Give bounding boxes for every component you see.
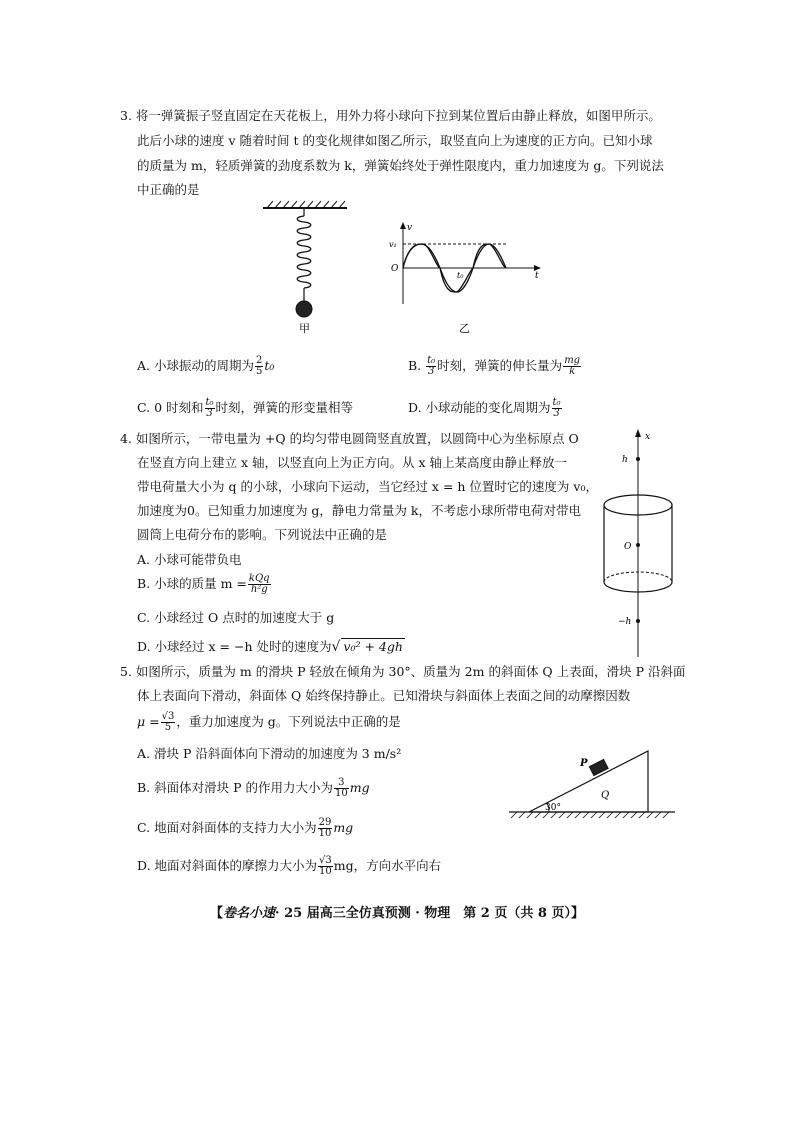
q3-option-c (137, 398, 353, 419)
page-footer (210, 902, 584, 921)
q3-option-a-num: 2 (255, 355, 263, 366)
q3-stem-line-4: 中正确的是 (137, 182, 200, 197)
axis-v-label: v (407, 223, 413, 233)
q3-option-a-text: A. 小球振动的周期为 (137, 358, 254, 373)
q4-option-b-num: kQq (248, 573, 270, 584)
q3-figure-yi (385, 220, 550, 340)
footer-close-bracket: 】 (570, 906, 584, 921)
q3-stem-line-3: 的质量为 m，轻质弹簧的劲度系数为 k，弹簧始终处于弹性限度内，重力加速度为 g。下列说法 (137, 158, 664, 173)
q5-mu-den: 5 (164, 722, 172, 733)
q4-stem-line-4: 加速度为0。已知重力加速度为 g，静电力常量为 k，不考虑小球所带电荷对带电 (137, 503, 581, 518)
q5-option-d-num: √3 (319, 855, 332, 866)
q5-option-c-post: mg (333, 820, 354, 835)
q4-stem-line-5: 圆筒上电荷分布的影响。下列说法中正确的是 (137, 527, 388, 542)
q3-option-b (408, 356, 582, 377)
v1-label: v₁ (389, 240, 397, 249)
q3-option-b-text: B. (408, 358, 426, 373)
spring (297, 216, 311, 288)
neg-h-label: −h (618, 617, 632, 627)
q5-figure-incline (505, 748, 680, 823)
h-label: h (622, 455, 628, 465)
q3-option-c-den: 3 (206, 408, 213, 419)
q3-stem-line-2: 此后小球的速度 v 随着时间 t 的变化规律如图乙所示，取竖直向上为速度的正方向。已知小球 (137, 133, 653, 148)
axis-t-label: t (535, 271, 539, 281)
q4-figure-cylinder (590, 425, 690, 660)
origin-label: O (391, 264, 399, 274)
footer-text: · 25 届高三全仿真预测 · 物理 第 2 页（共 8 页） (275, 906, 571, 921)
q3-option-b-mid: 时刻，弹簧的伸长量为 (437, 358, 563, 373)
q3-option-b-den: 3 (427, 366, 435, 377)
footer-open-bracket: 【 (210, 906, 224, 921)
q5-option-d-text: D. 地面对斜面体的摩擦力大小为 (137, 858, 318, 873)
q5-option-d-den: 10 (319, 866, 332, 877)
q3-fig-yi-label: 乙 (459, 322, 470, 335)
q3-option-d-text: D. 小球动能的变化周期为 (408, 400, 551, 415)
q4-option-d: D. 小球经过 x = −h 处时的速度为√ v₀² + 4gh (137, 639, 403, 655)
incline-Q-label: Q (601, 790, 610, 801)
q4-stem-line-3: 带电荷量大小为 q 的小球，小球向下运动，当它经过 x = h 位置时它的速度为 v₀， (137, 479, 598, 494)
q3-option-a-post: t₀ (264, 358, 275, 373)
q3-option-a-den: 5 (255, 366, 263, 377)
q5-option-d (137, 856, 441, 877)
q5-option-c (137, 818, 353, 839)
q3-option-b-num: t₀ (427, 355, 436, 366)
q5-option-a: A. 滑块 P 沿斜面体向下滑动的加速度为 3 m/s² (137, 746, 402, 761)
q4-option-b (137, 574, 272, 595)
q5-stem-line-3-post: ，重力加速度为 g。下列说法中正确的是 (176, 714, 401, 729)
block-P-label: P (580, 758, 588, 769)
origin-label: O (624, 542, 632, 552)
q5-option-b-num: 3 (334, 778, 349, 789)
q5-option-c-text: C. 地面对斜面体的支持力大小为 (137, 820, 317, 835)
footer-brand-logo: 卷名小速 (223, 906, 276, 921)
ball (296, 301, 312, 317)
x-axis-label: x (645, 432, 651, 442)
q5-option-b-text: B. 斜面体对滑块 P 的作用力大小为 (137, 780, 333, 795)
q4-option-d-text: D. 小球经过 x = −h 处时的速度为 (137, 639, 332, 654)
q5-stem-line-3 (137, 712, 401, 733)
q4-option-d-sqrt: v₀² + 4gh (343, 639, 403, 654)
q3-stem-line-1: 3. 将一弹簧振子竖直固定在天花板上，用外力将小球向下拉到某位置后由静止释放，如图甲所示。 (120, 108, 661, 123)
q3-option-c-num: t₀ (205, 397, 214, 408)
q5-stem-line-1: 5. 如图所示，质量为 m 的滑块 P 轻放在倾角为 30°、质量为 2m 的斜面体 Q 上表面，滑块 P 沿斜面 (120, 664, 686, 679)
t0-label: t₀ (457, 271, 464, 280)
q5-option-d-post: mg，方向水平向右 (333, 858, 442, 873)
q4-option-b-den: h²g (250, 584, 268, 595)
q5-option-b-den: 10 (335, 788, 348, 799)
q3-option-a (137, 356, 274, 377)
q3-option-c-text: C. 0 时刻和 (137, 400, 204, 415)
q3-fig-jia-label: 甲 (299, 322, 310, 335)
q3-figure-jia (255, 198, 355, 338)
q3-option-d-den: 3 (553, 408, 560, 419)
q3-option-c-post: 时刻，弹簧的形变量相等 (215, 400, 354, 415)
q5-option-b (137, 778, 370, 799)
q3-option-d (408, 398, 563, 419)
q5-stem-line-2: 体上表面向下滑动，斜面体 Q 始终保持静止。已知滑块与斜面体上表面之间的动摩擦因数 (137, 688, 631, 703)
q5-mu-label: μ = (137, 714, 160, 729)
q5-option-c-den: 10 (318, 828, 332, 839)
q4-option-a: A. 小球可能带负电 (137, 552, 242, 567)
q4-option-b-text: B. 小球的质量 m = (137, 576, 247, 591)
q5-mu-num: √3 (161, 711, 175, 722)
q3-option-b-den2: k (569, 366, 576, 377)
angle-label: 30° (545, 803, 561, 813)
q4-stem-line-2: 在竖直方向上建立 x 轴，以竖直向上为正方向。从 x 轴上某高度由静止释放一 (137, 455, 567, 470)
q4-option-c: C. 小球经过 O 点时的加速度大于 g (137, 610, 335, 625)
q4-stem-line-1: 4. 如图所示，一带电量为 +Q 的均匀带电圆筒竖直放置，以圆筒中心为坐标原点 O (120, 431, 579, 446)
q3-option-b-num2: mg (564, 355, 581, 366)
q5-option-b-post: mg (349, 780, 370, 795)
q3-option-d-num: t₀ (552, 397, 561, 408)
q5-option-c-num: 29 (318, 817, 332, 828)
